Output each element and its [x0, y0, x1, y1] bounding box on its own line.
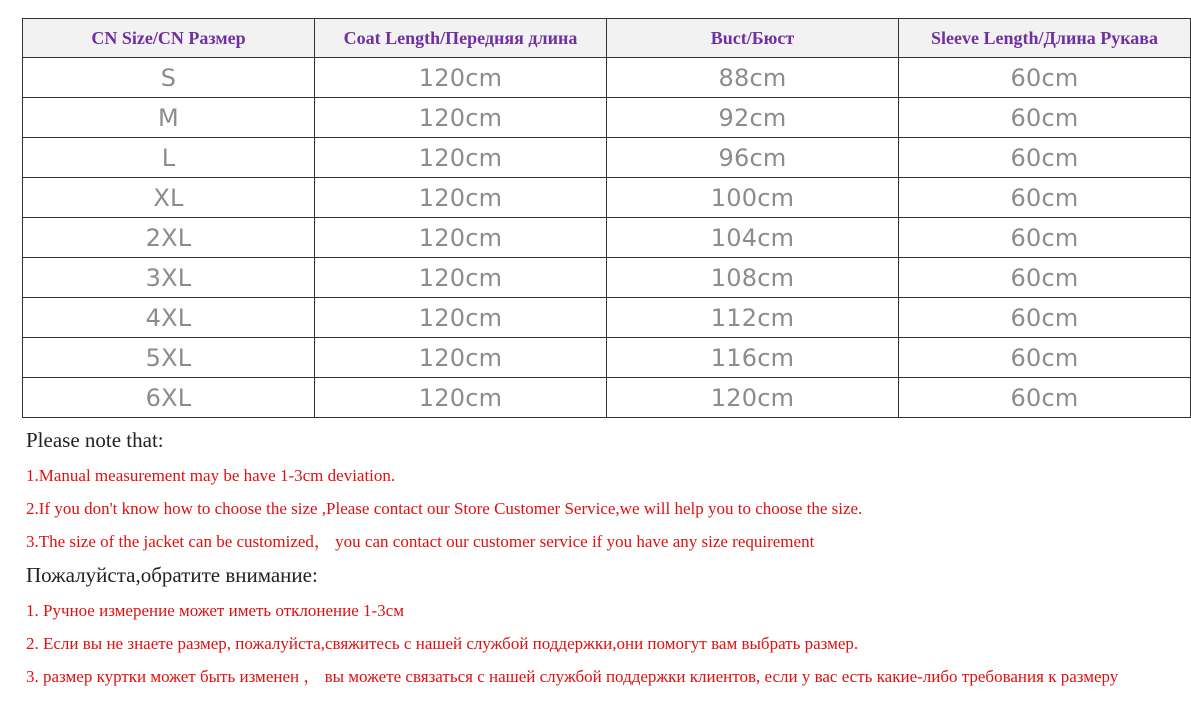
cell-size: 4XL — [23, 298, 315, 338]
cell-size: 6XL — [23, 378, 315, 418]
cell-coat-length: 120cm — [315, 258, 607, 298]
header-coat-length: Coat Length/Передняя длина — [315, 19, 607, 58]
note-line-en-1: 1.Manual measurement may be have 1-3cm deviation. — [26, 466, 396, 485]
cell-coat-length: 120cm — [315, 58, 607, 98]
cell-bust: 120cm — [607, 378, 899, 418]
table-row — [23, 98, 1191, 138]
cell-sleeve-length: 60cm — [899, 218, 1191, 258]
cell-coat-length: 120cm — [315, 178, 607, 218]
cell-bust: 116cm — [607, 338, 899, 378]
cell-sleeve-length: 60cm — [899, 338, 1191, 378]
table-row — [23, 178, 1191, 218]
table-row — [23, 138, 1191, 178]
note-line-ru-1: 1. Ручное измерение может иметь отклонение 1-3см — [26, 601, 404, 620]
cell-bust: 108cm — [607, 258, 899, 298]
cell-sleeve-length: 60cm — [899, 138, 1191, 178]
cell-bust: 96cm — [607, 138, 899, 178]
cell-size: 2XL — [23, 218, 315, 258]
table-row — [23, 258, 1191, 298]
cell-coat-length: 120cm — [315, 98, 607, 138]
cell-coat-length: 120cm — [315, 218, 607, 258]
cell-bust: 112cm — [607, 298, 899, 338]
note-line-ru-2: 2. Если вы не знаете размер, пожалуйста,свяжитесь с нашей службой поддержки,они помогут вам выбрать размер. — [26, 634, 859, 653]
table-row — [23, 218, 1191, 258]
notes-heading-en: Please note that: — [26, 428, 164, 452]
size-chart-table — [22, 18, 1191, 418]
cell-size: S — [23, 58, 315, 98]
cell-coat-length: 120cm — [315, 298, 607, 338]
notes-section — [26, 425, 1186, 693]
table-row — [23, 378, 1191, 418]
cell-coat-length: 120cm — [315, 338, 607, 378]
cell-sleeve-length: 60cm — [899, 98, 1191, 138]
cell-size: M — [23, 98, 315, 138]
cell-bust: 104cm — [607, 218, 899, 258]
cell-coat-length: 120cm — [315, 378, 607, 418]
cell-bust: 92cm — [607, 98, 899, 138]
cell-bust: 100cm — [607, 178, 899, 218]
cell-bust: 88cm — [607, 58, 899, 98]
cell-size: L — [23, 138, 315, 178]
note-line-en-3: 3.The size of the jacket can be customized， you can contact our customer service if you have any size requirement — [26, 532, 815, 551]
cell-size: 5XL — [23, 338, 315, 378]
table-row — [23, 58, 1191, 98]
note-line-en-2: 2.If you don't know how to choose the size ,Please contact our Store Customer Service,we will help you to choose the size. — [26, 499, 863, 518]
note-line-ru-3: 3. размер куртки может быть изменен ， вы можете связаться с нашей службой поддержки клиентов, если у вас есть какие-либо требования к размеру — [26, 667, 1119, 686]
cell-sleeve-length: 60cm — [899, 178, 1191, 218]
cell-size: XL — [23, 178, 315, 218]
table-header-row — [23, 19, 1191, 58]
cell-sleeve-length: 60cm — [899, 378, 1191, 418]
cell-sleeve-length: 60cm — [899, 58, 1191, 98]
table-row — [23, 338, 1191, 378]
cell-coat-length: 120cm — [315, 138, 607, 178]
cell-size: 3XL — [23, 258, 315, 298]
header-cn-size: CN Size/CN Размер — [23, 19, 315, 58]
cell-sleeve-length: 60cm — [899, 298, 1191, 338]
header-bust: Buct/Бюст — [607, 19, 899, 58]
cell-sleeve-length: 60cm — [899, 258, 1191, 298]
notes-heading-ru: Пожалуйста,обратите внимание: — [26, 563, 318, 587]
table-row — [23, 298, 1191, 338]
header-sleeve-length: Sleeve Length/Длина Рукава — [899, 19, 1191, 58]
